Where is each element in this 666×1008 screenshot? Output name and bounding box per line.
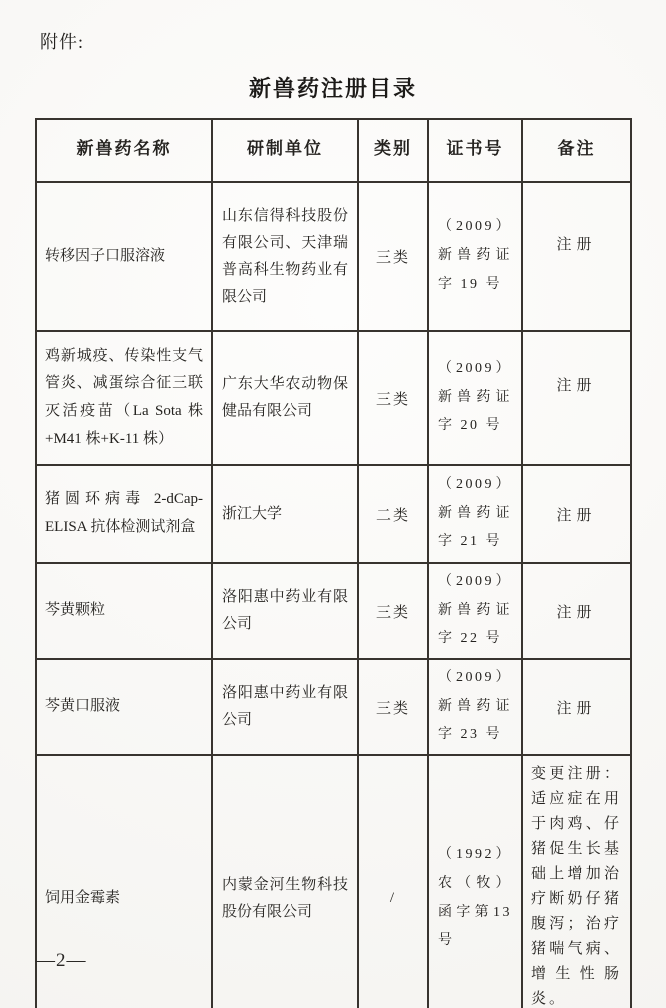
cell-certificate: （2009）新兽药证字 20 号 (428, 331, 522, 465)
cell-remark: 注册 (522, 465, 631, 563)
cell-drug-name: 猪圆环病毒 2-dCap-ELISA 抗体检测试剂盒 (36, 465, 212, 563)
cell-developer: 广东大华农动物保健品有限公司 (212, 331, 358, 465)
header-certificate: 证书号 (428, 119, 522, 182)
cell-drug-name: 饲用金霉素 (36, 755, 212, 1008)
drug-registry-table (35, 118, 632, 1008)
table-header-row (36, 119, 631, 182)
header-developer: 研制单位 (212, 119, 358, 182)
cell-category: 三类 (358, 331, 428, 465)
header-category: 类别 (358, 119, 428, 182)
cell-category: 二类 (358, 465, 428, 563)
table-row (36, 182, 631, 331)
attachment-label: 附件: (40, 32, 85, 52)
cell-remark: 注册 (522, 331, 631, 465)
header-remark: 备注 (522, 119, 631, 182)
cell-developer: 洛阳惠中药业有限公司 (212, 563, 358, 659)
table-row (36, 659, 631, 755)
cell-certificate: （1992）农（牧）函字第13号 (428, 755, 522, 1008)
cell-category: / (358, 755, 428, 1008)
cell-developer: 洛阳惠中药业有限公司 (212, 659, 358, 755)
page-number: —2— (36, 950, 87, 971)
table-row (36, 331, 631, 465)
page-title: 新兽药注册目录 (248, 76, 417, 101)
cell-developer: 山东信得科技股份有限公司、天津瑞普高科生物药业有限公司 (212, 182, 358, 331)
cell-remark: 变更注册：适应症在用于肉鸡、仔猪促生长基础上增加治疗断奶仔猪腹泻；治疗猪喘气病、增生性肠炎。 (522, 755, 631, 1008)
cell-certificate: （2009）新兽药证字 21 号 (428, 465, 522, 563)
cell-category: 三类 (358, 659, 428, 755)
cell-remark: 注册 (522, 563, 631, 659)
cell-developer: 内蒙金河生物科技股份有限公司 (212, 755, 358, 1008)
cell-drug-name: 芩黄口服液 (36, 659, 212, 755)
table-row (36, 465, 631, 563)
cell-drug-name: 芩黄颗粒 (36, 563, 212, 659)
cell-developer: 浙江大学 (212, 465, 358, 563)
cell-drug-name: 转移因子口服溶液 (36, 182, 212, 331)
header-drug-name: 新兽药名称 (36, 119, 212, 182)
cell-category: 三类 (358, 563, 428, 659)
cell-certificate: （2009）新兽药证字 22 号 (428, 563, 522, 659)
table-row (36, 755, 631, 1008)
cell-category: 三类 (358, 182, 428, 331)
cell-certificate: （2009）新兽药证字 23 号 (428, 659, 522, 755)
cell-drug-name: 鸡新城疫、传染性支气管炎、减蛋综合征三联灭活疫苗（La Sota 株+M41 株+K-11 株） (36, 331, 212, 465)
cell-remark: 注册 (522, 659, 631, 755)
cell-certificate: （2009）新兽药证字 19 号 (428, 182, 522, 331)
cell-remark: 注册 (522, 182, 631, 331)
table-row (36, 563, 631, 659)
